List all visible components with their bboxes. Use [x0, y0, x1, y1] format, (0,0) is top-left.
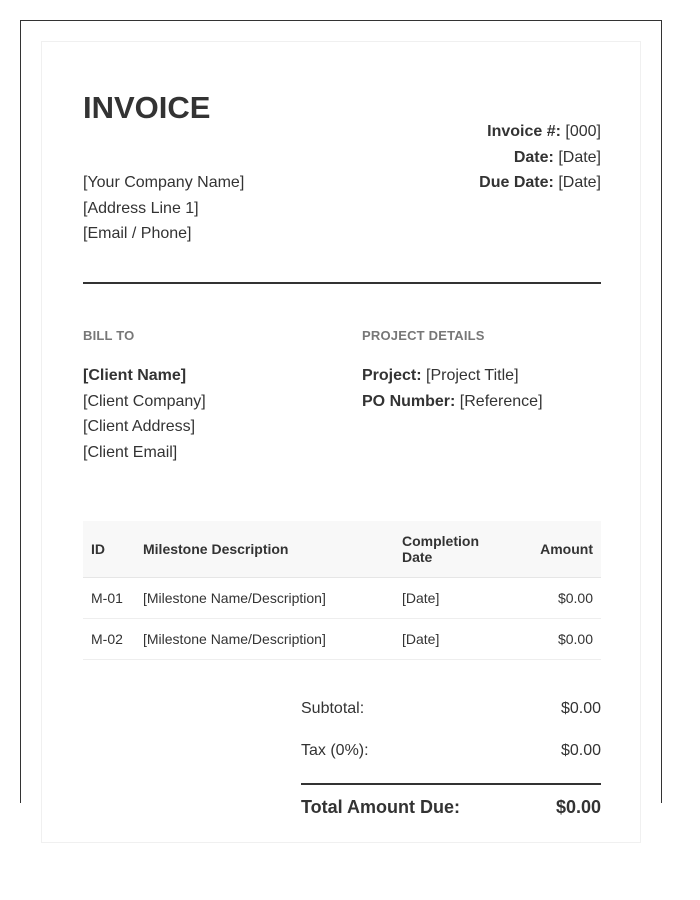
client-email: [Client Email]	[83, 444, 178, 462]
project-value: [Project Title]	[426, 367, 519, 384]
row-description: [Milestone Name/Description]	[135, 578, 394, 619]
invoice-due-line	[479, 170, 601, 196]
invoice-sheet	[41, 41, 641, 843]
row-description: [Milestone Name/Description]	[135, 619, 394, 660]
document-viewport	[20, 20, 662, 817]
tax-label: Tax (0%):	[301, 742, 369, 759]
header-amount: Amount	[514, 521, 601, 578]
total-due-row	[301, 797, 601, 818]
project-details-heading: PROJECT DETAILS	[362, 328, 485, 343]
table-row	[83, 578, 601, 619]
row-amount: $0.00	[514, 578, 601, 619]
po-number-line	[362, 389, 543, 415]
table-row	[83, 619, 601, 660]
header-completion-date: Completion Date	[394, 521, 514, 578]
invoice-due-label: Due Date:	[479, 174, 554, 191]
invoice-number-line	[479, 119, 601, 145]
invoice-number-label: Invoice #:	[487, 123, 561, 140]
project-line	[362, 363, 543, 389]
client-company: [Client Company]	[83, 392, 206, 410]
company-contact: [Email / Phone]	[83, 225, 192, 242]
table-header-row	[83, 521, 601, 578]
company-address: [Address Line 1]	[83, 199, 199, 217]
tax-value: $0.00	[560, 742, 601, 759]
row-id: M-01	[83, 578, 135, 619]
row-date: [Date]	[394, 578, 514, 619]
invoice-title: INVOICE	[83, 90, 211, 125]
total-due-label: Total Amount Due:	[301, 797, 460, 817]
project-details-block	[362, 363, 543, 414]
subtotal-label: Subtotal:	[301, 700, 365, 717]
row-id: M-02	[83, 619, 135, 660]
bill-to-block	[83, 363, 206, 466]
total-due-value: $0.00	[555, 797, 601, 817]
client-address: [Client Address]	[83, 418, 196, 436]
invoice-date-line	[479, 145, 601, 171]
invoice-number-value: [000]	[565, 123, 601, 140]
row-date: [Date]	[394, 619, 514, 660]
invoice-meta	[479, 119, 601, 196]
company-info	[83, 170, 244, 247]
po-number-label: PO Number:	[362, 392, 456, 410]
header-description: Milestone Description	[135, 521, 394, 578]
tax-row	[301, 742, 601, 760]
invoice-date-value: [Date]	[558, 148, 601, 166]
project-label: Project:	[362, 367, 422, 384]
totals-divider	[301, 783, 601, 785]
bill-to-heading: BILL TO	[83, 328, 135, 343]
row-amount: $0.00	[514, 619, 601, 660]
subtotal-row	[301, 700, 601, 718]
client-name: [Client Name]	[83, 367, 187, 384]
company-name: [Your Company Name]	[83, 174, 245, 191]
po-number-value: [Reference]	[459, 392, 543, 410]
subtotal-value: $0.00	[560, 700, 601, 717]
header-divider	[83, 282, 601, 284]
header-id: ID	[83, 521, 135, 578]
invoice-due-value: [Date]	[558, 174, 601, 191]
invoice-date-label: Date:	[513, 148, 554, 166]
milestones-table	[83, 521, 601, 660]
